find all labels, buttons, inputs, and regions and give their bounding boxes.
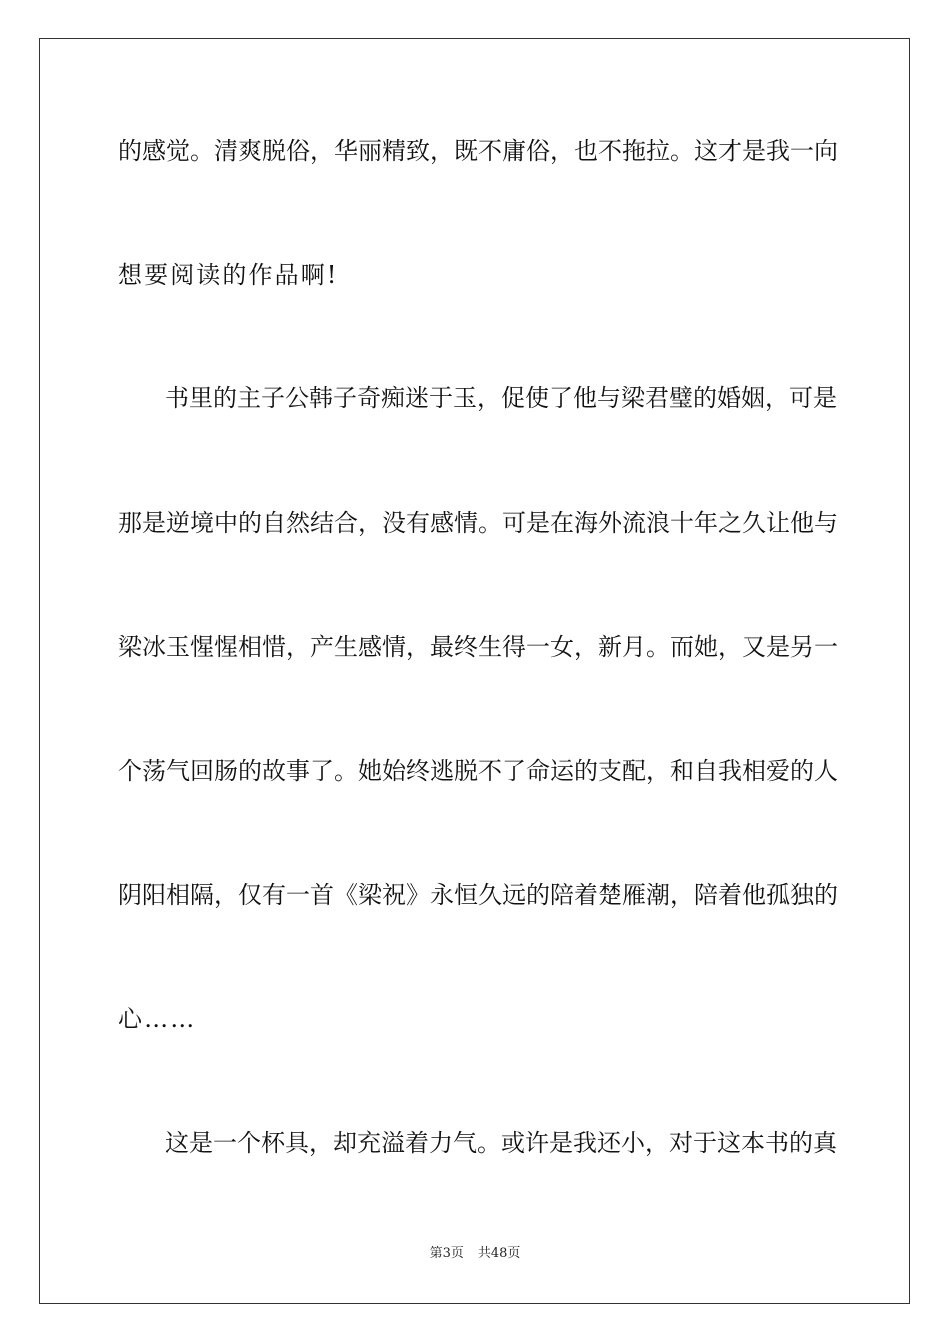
text-line-5: 梁冰玉惺惺相惜，产生感情，最终生得一女，新月。而她，又是另一 xyxy=(118,633,838,661)
text-line-4: 那是逆境中的自然结合，没有感情。可是在海外流浪十年之久让他与 xyxy=(118,509,838,537)
text-line-1: 的感觉。清爽脱俗，华丽精致，既不庸俗，也不拖拉。这才是我一向 xyxy=(118,137,838,165)
page-number: 第3页 xyxy=(429,1246,464,1261)
text-line-3: 书里的主子公韩子奇痴迷于玉，促使了他与梁君璧的婚姻，可是 xyxy=(165,384,837,412)
page-footer xyxy=(0,1245,950,1263)
text-line-2: 想要阅读的作品啊! xyxy=(118,261,339,289)
page-border xyxy=(39,38,910,1304)
text-line-8: 心…… xyxy=(118,1005,197,1033)
text-line-6: 个荡气回肠的故事了。她始终逃脱不了命运的支配，和自我相爱的人 xyxy=(118,757,838,785)
text-line-7: 阴阳相隔，仅有一首《梁祝》永恒久远的陪着楚雁潮，陪着他孤独的 xyxy=(118,881,838,909)
text-line-9: 这是一个杯具，却充溢着力气。或许是我还小，对于这本书的真 xyxy=(165,1129,837,1157)
page-total: 共48页 xyxy=(477,1246,521,1261)
